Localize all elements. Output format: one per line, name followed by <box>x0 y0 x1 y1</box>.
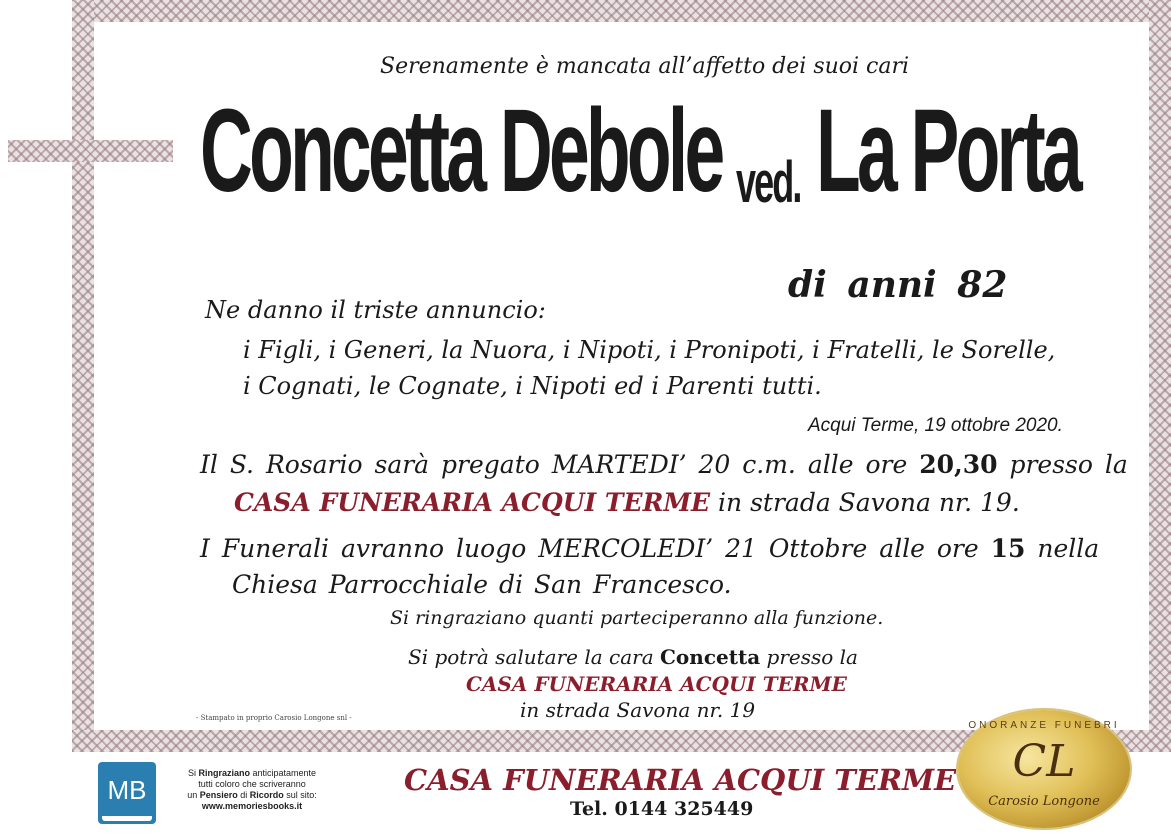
seal-bottom-text: Carosio Longone <box>988 794 1100 809</box>
memoriesbooks-text <box>168 768 336 812</box>
rosary-time: 20,30 <box>919 450 998 479</box>
greeting-line-1 <box>408 645 858 669</box>
thanks-line: Si ringraziano quanti parteciperanno alla funzione. <box>390 607 884 629</box>
footer-telephone: Tel. 0144 325449 <box>570 798 754 820</box>
funeral-text-b: nella <box>1025 534 1100 563</box>
place-date: Acqui Terme, 19 ottobre 2020. <box>808 415 1063 436</box>
mb-line3-a: un <box>187 790 200 800</box>
footer-funeral-home: CASA FUNERARIA ACQUI TERME <box>404 763 957 797</box>
greet-text-b: presso la <box>760 645 858 669</box>
funeral-time: 15 <box>990 534 1026 563</box>
funeral-church: Chiesa Parrocchiale di San Francesco. <box>232 570 732 599</box>
mb-line1-c: anticipatamente <box>249 768 317 778</box>
greeting-venue: CASA FUNERARIA ACQUI TERME <box>466 672 847 696</box>
mb-line2: tutti coloro che scriveranno <box>198 779 306 789</box>
memoriesbooks-link[interactable]: www.memoriesbooks.it <box>201 801 303 811</box>
greet-name: Concetta <box>660 645 761 669</box>
deceased-last-name: La Porta <box>816 85 1079 217</box>
family-line-1: i Figli, i Generi, la Nuora, i Nipoti, i Pronipoti, i Fratelli, le Sorelle, <box>243 336 1056 364</box>
greet-text-a: Si potrà salutare la cara <box>408 645 661 669</box>
deceased-name <box>200 85 1110 262</box>
rosary-line-2 <box>234 488 1020 517</box>
rosary-line-1 <box>200 450 1128 479</box>
mb-line3-e: sul sito: <box>283 790 317 800</box>
memoriesbooks-logo <box>98 762 156 824</box>
deceased-ved: ved. <box>736 150 801 215</box>
rosary-text-b: presso la <box>997 450 1128 479</box>
funeral-home-seal-logo <box>958 710 1130 828</box>
rosary-address: in strada Savona nr. 19. <box>710 488 1020 517</box>
decorative-border-top <box>72 0 1171 22</box>
mb-line1-b: Ringraziano <box>198 768 250 778</box>
mb-line3-b: Pensiero <box>199 790 238 800</box>
mb-line3-c: di <box>237 790 250 800</box>
deceased-first-name: Concetta Debole <box>200 85 722 217</box>
rosary-venue: CASA FUNERARIA ACQUI TERME <box>234 488 711 517</box>
mb-line1-a: Si <box>187 768 199 778</box>
seal-top-text: ONORANZE FUNEBRI <box>968 720 1120 731</box>
funeral-text-a: I Funerali avranno luogo MERCOLEDI’ 21 Ottobre alle ore <box>200 534 991 563</box>
deceased-age: di anni 82 <box>788 264 1008 306</box>
mb-line3-d: Ricordo <box>249 790 284 800</box>
decorative-border-right <box>1149 0 1171 752</box>
intro-line: Serenamente è mancata all’affetto dei suoi cari <box>380 54 910 79</box>
greeting-address: in strada Savona nr. 19 <box>520 698 756 722</box>
announcement-intro: Ne danno il triste annuncio: <box>205 296 546 324</box>
rosary-text-a: Il S. Rosario sarà pregato MARTEDI’ 20 c.m. alle ore <box>200 450 920 479</box>
book-icon <box>102 816 152 821</box>
cross-arm-icon <box>8 140 173 162</box>
printed-note: - Stampato in proprio Carosio Longone snl - <box>196 714 352 722</box>
funeral-line-1 <box>200 534 1099 563</box>
decorative-border-left <box>72 0 94 752</box>
mb-logo-text: MB <box>107 775 147 805</box>
family-line-2: i Cognati, le Cognate, i Nipoti ed i Parenti tutti. <box>243 372 822 400</box>
seal-monogram: CL <box>1012 736 1076 787</box>
